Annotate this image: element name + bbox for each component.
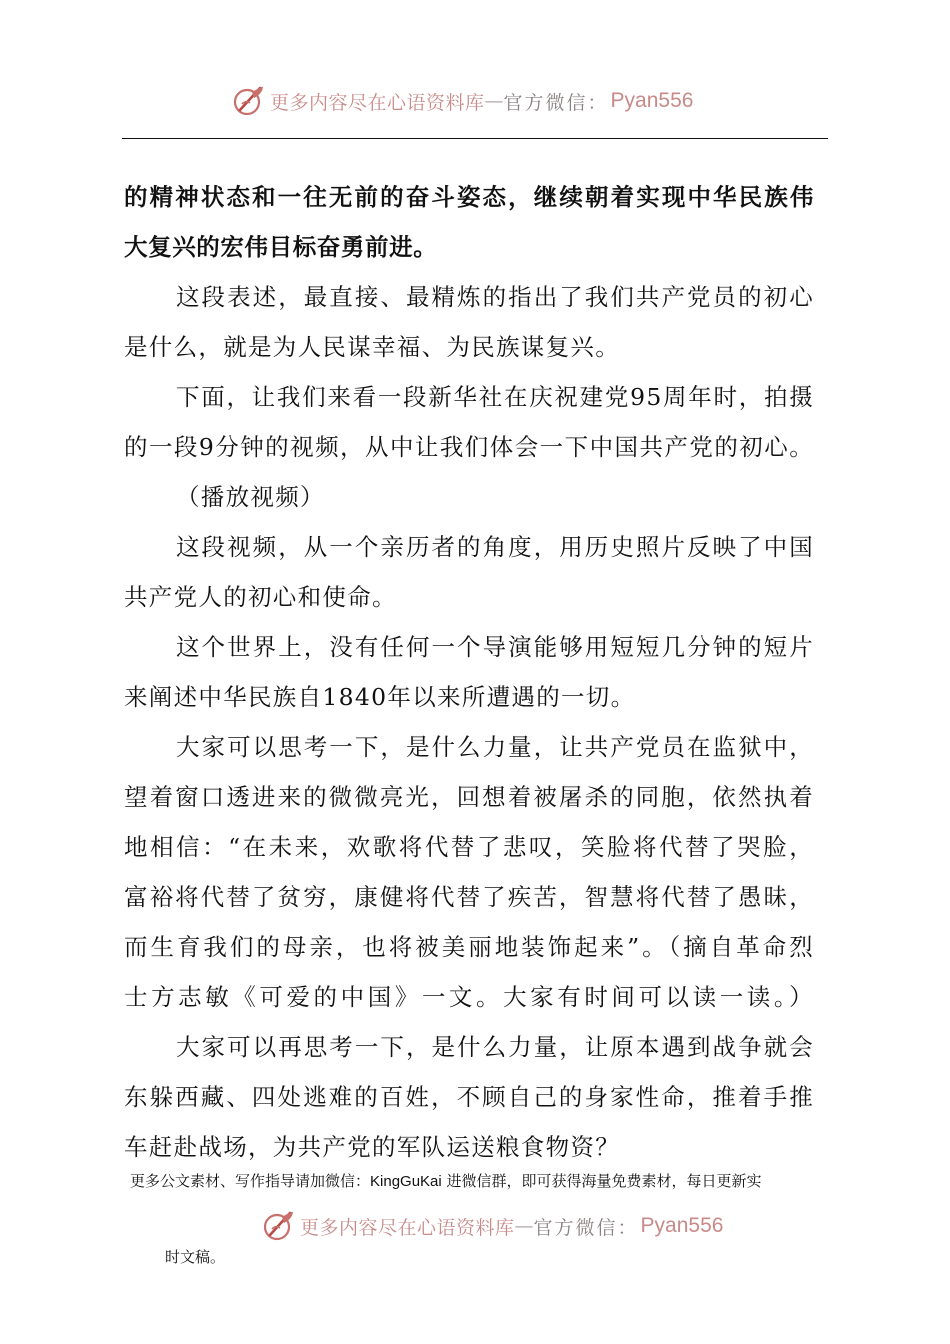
watermark-separator: — xyxy=(484,90,504,112)
text-line: 这段表述，最直接、最精炼的指出了我们共产党员的初心 xyxy=(176,283,814,311)
footer-note xyxy=(130,1170,762,1191)
text-line: 富裕将代替了贫穷，康健将代替了疾苦，智慧将代替了愚昧， xyxy=(124,883,814,911)
text-line: 的精神状态和一往无前的奋斗姿态，继续朝着实现中华民族伟 xyxy=(124,183,814,211)
text-line: （播放视频） xyxy=(176,483,325,511)
footer-suffix: 进微信群，即可获得海量免费素材，每日更新实 xyxy=(441,1172,762,1190)
text-line: 来阐述中华民族自1840年以来所遭遇的一切。 xyxy=(124,683,636,711)
text-line: 大家可以思考一下，是什么力量，让共产党员在监狱中， xyxy=(176,733,814,761)
text-line: 地相信：“在未来，欢歌将代替了悲叹，笑脸将代替了哭脸， xyxy=(124,833,814,861)
watermark-official-label: 官方微信： xyxy=(503,91,609,114)
footer-tail: 时文稿。 xyxy=(165,1248,226,1266)
text-line: 而生育我们的母亲，也将被美丽地装饰起来”。（摘自革命烈 xyxy=(124,933,814,961)
text-line: 这个世界上，没有任何一个导演能够用短短几分钟的短片 xyxy=(176,633,814,661)
text-line: 车赶赴战场，为共产党的军队运送粮食物资？ xyxy=(124,1133,620,1161)
text-line: 是什么，就是为人民谋幸福、为民族谋复兴。 xyxy=(124,333,620,361)
text-line: 大家可以再思考一下，是什么力量，让原本遇到战争就会 xyxy=(176,1033,814,1061)
footer-wechat: KingGuKai xyxy=(370,1173,442,1190)
watermark-separator: — xyxy=(514,1215,534,1237)
quill-pen-logo-icon xyxy=(232,84,266,118)
text-line: 大复兴的宏伟目标奋勇前进。 xyxy=(124,233,438,261)
watermark-site-name: 更多内容尽在心语资料库 xyxy=(300,1216,515,1239)
text-line: 共产党人的初心和使命。 xyxy=(124,583,397,611)
quill-pen-logo-icon xyxy=(262,1209,296,1243)
footer-watermark xyxy=(262,1209,723,1243)
watermark-wechat-id: Pyan556 xyxy=(640,1214,724,1237)
document-body xyxy=(124,172,814,1172)
header-divider xyxy=(122,138,828,139)
watermark-official-label: 官方微信： xyxy=(533,1216,639,1239)
text-line: 望着窗口透进来的微微亮光，回想着被屠杀的同胞，依然执着 xyxy=(124,783,814,811)
watermark-site-name: 更多内容尽在心语资料库 xyxy=(270,91,485,114)
text-line: 的一段9分钟的视频，从中让我们体会一下中国共产党的初心。 xyxy=(124,433,814,461)
text-line: 下面，让我们来看一段新华社在庆祝建党95周年时，拍摄 xyxy=(176,383,814,411)
watermark-wechat-id: Pyan556 xyxy=(610,89,694,112)
header-watermark xyxy=(232,84,693,118)
text-line: 这段视频，从一个亲历者的角度，用历史照片反映了中国 xyxy=(176,533,814,561)
text-line: 东躲西藏、四处逃难的百姓，不顾自己的身家性命，推着手推 xyxy=(124,1083,814,1111)
footer-prefix: 更多公文素材、写作指导请加微信： xyxy=(130,1172,371,1190)
text-line: 士方志敏《可爱的中国》一文。大家有时间可以读一读。） xyxy=(124,983,814,1011)
